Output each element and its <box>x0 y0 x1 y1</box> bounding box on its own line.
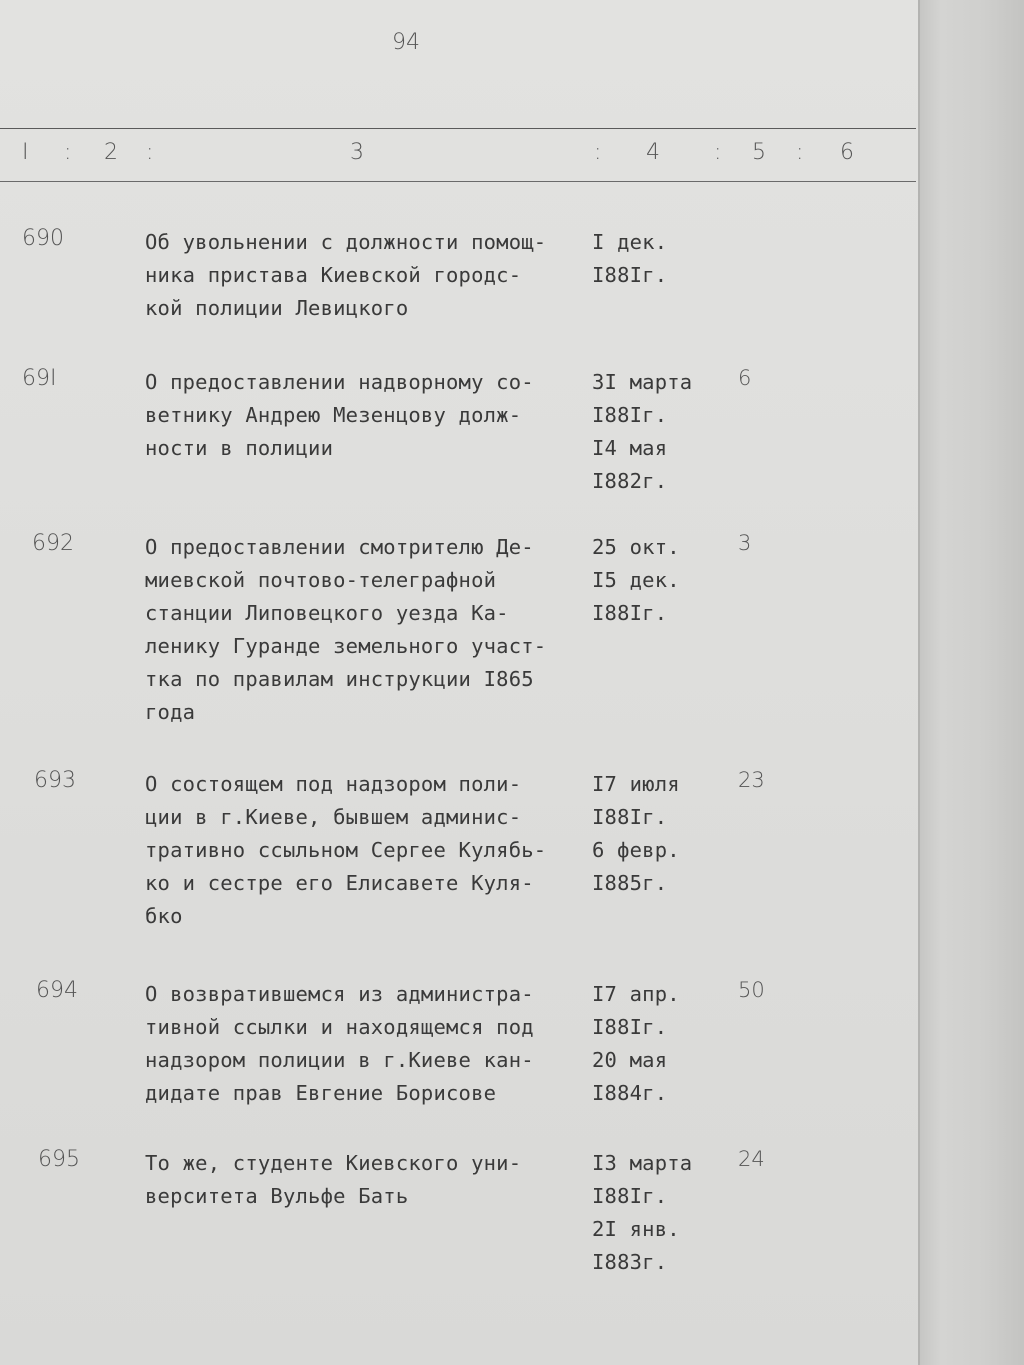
entry-date-line: I дек. <box>592 230 668 254</box>
entry-date-line: I88Iг. <box>592 601 668 625</box>
entry-title <box>145 226 585 325</box>
entry-date-line: I883г. <box>592 1250 668 1274</box>
entry-title-line: О возвратившемся из администра- <box>145 982 534 1006</box>
entry-title-line: ленику Гуранде земельного участ- <box>145 634 547 658</box>
entry-date-line: I88Iг. <box>592 403 668 427</box>
column-header-4: 4 <box>646 140 660 165</box>
entry-sheet-count: 50 <box>738 978 765 1002</box>
entry-date-line: I7 апр. <box>592 982 680 1006</box>
entry-dates <box>592 366 722 498</box>
entry-title-line: бко <box>145 904 183 928</box>
entry-date-line: I882г. <box>592 469 668 493</box>
column-separator: : <box>594 140 602 165</box>
entry-number: 693 <box>34 768 76 793</box>
column-header-5: 5 <box>752 140 766 165</box>
entry-title <box>145 366 585 465</box>
entry-date-line: I884г. <box>592 1081 668 1105</box>
page-edge <box>918 0 1024 1365</box>
column-separator: : <box>64 140 72 165</box>
entry-date-line: I88Iг. <box>592 805 668 829</box>
entry-title-line: О предоставлении смотрителю Де- <box>145 535 534 559</box>
entry-title-line: То же, студенте Киевского уни- <box>145 1151 522 1175</box>
entry-dates <box>592 226 722 292</box>
entry-title-line: тивной ссылки и находящемся под <box>145 1015 534 1039</box>
entry-date-line: I88Iг. <box>592 1015 668 1039</box>
entry-title <box>145 1147 585 1213</box>
entry-title-line: Об увольнении с должности помощ- <box>145 230 547 254</box>
header-rule-top <box>0 128 916 129</box>
entry-title-line: тративно ссыльном Сергее Кулябь- <box>145 838 547 862</box>
entry-date-line: I3 марта <box>592 1151 693 1175</box>
entry-date-line: 3I марта <box>592 370 693 394</box>
entry-number: 692 <box>32 531 74 556</box>
entry-title-line: тка по правилам инструкции I865 <box>145 667 534 691</box>
entry-title <box>145 768 585 933</box>
entry-date-line: 20 мая <box>592 1048 668 1072</box>
entry-title-line: ции в г.Киеве, бывшем админис- <box>145 805 522 829</box>
entry-sheet-count: 6 <box>738 366 752 390</box>
column-header-6: 6 <box>840 140 854 165</box>
header-rule-bottom <box>0 181 916 182</box>
entry-title-line: О предоставлении надворному со- <box>145 370 534 394</box>
entry-dates <box>592 1147 722 1279</box>
column-header-1: I <box>22 140 29 165</box>
entry-title-line: верситета Вульфе Бать <box>145 1184 409 1208</box>
entry-dates <box>592 531 722 630</box>
entry-date-line: I4 мая <box>592 436 668 460</box>
entry-number: 695 <box>38 1147 80 1172</box>
entry-dates <box>592 768 722 900</box>
entry-number: 690 <box>22 226 64 251</box>
entry-date-line: I885г. <box>592 871 668 895</box>
column-separator: : <box>714 140 722 165</box>
entry-date-line: I7 июля <box>592 772 680 796</box>
entry-sheet-count: 23 <box>738 768 765 792</box>
entry-title-line: О состоящем под надзором поли- <box>145 772 522 796</box>
column-separator: : <box>146 140 154 165</box>
entry-number: 69I <box>22 366 57 391</box>
entry-title-line: дидате прав Евгение Борисове <box>145 1081 497 1105</box>
entry-title-line: ко и сестре его Елисавете Куля- <box>145 871 534 895</box>
entry-title-line: ника пристава Киевской городс- <box>145 263 522 287</box>
column-header-3: 3 <box>350 140 364 165</box>
entry-date-line: 6 февр. <box>592 838 680 862</box>
entry-date-line: I88Iг. <box>592 263 668 287</box>
page-number: 94 <box>392 30 420 55</box>
column-header-2: 2 <box>104 140 118 165</box>
entry-title <box>145 978 585 1110</box>
entry-date-line: I88Iг. <box>592 1184 668 1208</box>
entry-title-line: станции Липовецкого уезда Ка- <box>145 601 509 625</box>
entry-title-line: надзором полиции в г.Киеве кан- <box>145 1048 534 1072</box>
column-separator: : <box>796 140 804 165</box>
entry-title-line: года <box>145 700 196 724</box>
entry-title <box>145 531 585 729</box>
entry-dates <box>592 978 722 1110</box>
entry-date-line: I5 дек. <box>592 568 680 592</box>
entry-date-line: 2I янв. <box>592 1217 680 1241</box>
entry-date-line: 25 окт. <box>592 535 680 559</box>
entry-title-line: ности в полиции <box>145 436 334 460</box>
entry-number: 694 <box>36 978 78 1003</box>
entry-title-line: миевской почтово-телеграфной <box>145 568 497 592</box>
entry-sheet-count: 3 <box>738 531 752 555</box>
entry-title-line: кой полиции Левицкого <box>145 296 409 320</box>
entry-sheet-count: 24 <box>738 1147 765 1171</box>
entry-title-line: ветнику Андрею Мезенцову долж- <box>145 403 522 427</box>
